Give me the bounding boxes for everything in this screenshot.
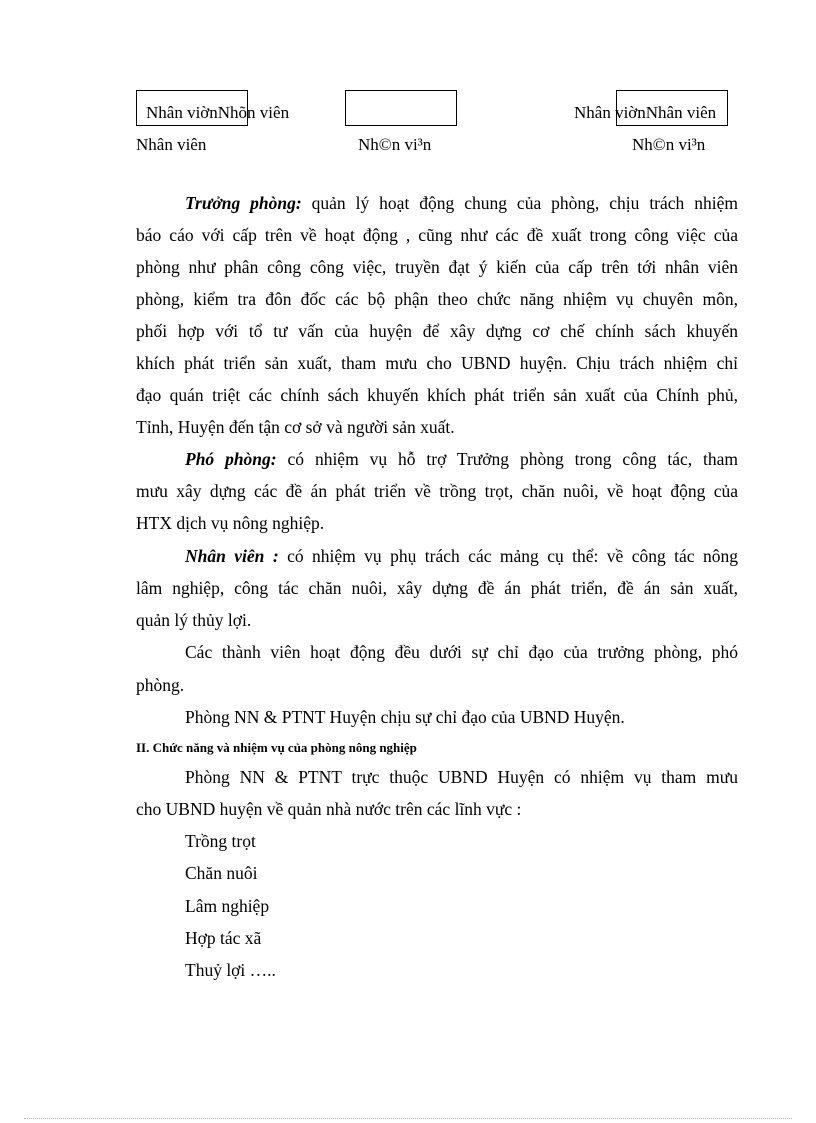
- truong-phong-line-6: khích phát triển sản xuất, tham mưu cho UBND huyện. Chịu trách nhiệm chỉ: [136, 353, 738, 373]
- nhan-vien-line-2: lâm nghiệp, công tác chăn nuôi, xây dựng đề án phát triển, đề án sản xuất,: [136, 578, 738, 598]
- list-item: Trồng trọt: [185, 831, 256, 851]
- section-heading: II. Chức năng và nhiệm vụ của phòng nông nghiệp: [136, 740, 417, 755]
- list-item: Chăn nuôi: [185, 863, 258, 883]
- list-item: Lâm nghiệp: [185, 896, 270, 916]
- org-label-left: Nhân viên: [136, 135, 207, 154]
- nhan-vien-line-3: quản lý thủy lợi.: [136, 610, 252, 630]
- truong-phong-line-7: đạo quán triệt các chính sách khuyến khích phát triển sản xuất của Chính phủ,: [136, 385, 738, 405]
- phong-nn-line: Phòng NN & PTNT Huyện chịu sự chỉ đạo của UBND Huyện.: [185, 707, 625, 727]
- pho-phong-line-3: HTX dịch vụ nông nghiệp.: [136, 513, 325, 533]
- pho-phong-title: Phó phòng:: [185, 449, 277, 469]
- pho-phong-line-2: mưu xây dựng các đề án phát triển về trồng trọt, chăn nuôi, về hoạt động của: [136, 481, 738, 501]
- nhan-vien-title: Nhân viên :: [185, 546, 279, 566]
- truong-phong-line-3: phòng như phân công công việc, truyền đạt ý kiến của cấp trên tới nhân viên: [136, 257, 738, 277]
- pho-phong-text: có nhiệm vụ hỗ trợ Trưởng phòng trong công tác, tham: [276, 449, 739, 469]
- list-item: Hợp tác xã: [185, 928, 262, 948]
- pho-phong-line-1: [136, 443, 738, 475]
- list-item: Thuỷ lợi …..: [185, 960, 276, 980]
- org-label-right: Nh©n vi³n: [632, 135, 706, 154]
- page-bottom-divider: [24, 1118, 792, 1119]
- org-label-middle: Nh©n vi³n: [358, 135, 432, 154]
- nhan-vien-text: có nhiệm vụ phụ trách các mảng cụ thể: về công tác nông: [278, 546, 738, 566]
- org-box-right-text: Nhân viờnNhân viên: [574, 103, 717, 122]
- nhan-vien-line-1: [136, 540, 738, 572]
- truong-phong-title: Trưởng phòng:: [185, 193, 302, 213]
- thanh-vien-line-2: phòng.: [136, 675, 185, 695]
- truong-phong-line-4: phòng, kiểm tra đôn đốc các bộ phận theo chức năng nhiệm vụ chuyên môn,: [136, 289, 738, 309]
- section-intro-line-1: Phòng NN & PTNT trực thuộc UBND Huyện có nhiệm vụ tham mưu: [185, 767, 738, 787]
- thanh-vien-line-1: Các thành viên hoạt động đều dưới sự chỉ đạo của trưởng phòng, phó: [185, 642, 738, 662]
- truong-phong-line-1: [136, 187, 738, 219]
- truong-phong-line-5: phối hợp với tổ tư vấn của huyện để xây dựng cơ chế chính sách khuyến: [136, 321, 738, 341]
- truong-phong-text: quản lý hoạt động chung của phòng, chịu trách nhiệm: [301, 193, 738, 213]
- truong-phong-line-8: Tỉnh, Huyện đến tận cơ sở và người sản xuất.: [136, 417, 455, 437]
- section-intro-line-2: cho UBND huyện về quản nhà nước trên các lĩnh vực :: [136, 799, 522, 819]
- truong-phong-line-2: báo cáo với cấp trên về hoạt động , cũng như các đề xuất trong công việc của: [136, 225, 738, 245]
- org-box-left-text: Nhân viờnNhõn viên: [146, 103, 290, 122]
- org-box-middle: [345, 90, 457, 126]
